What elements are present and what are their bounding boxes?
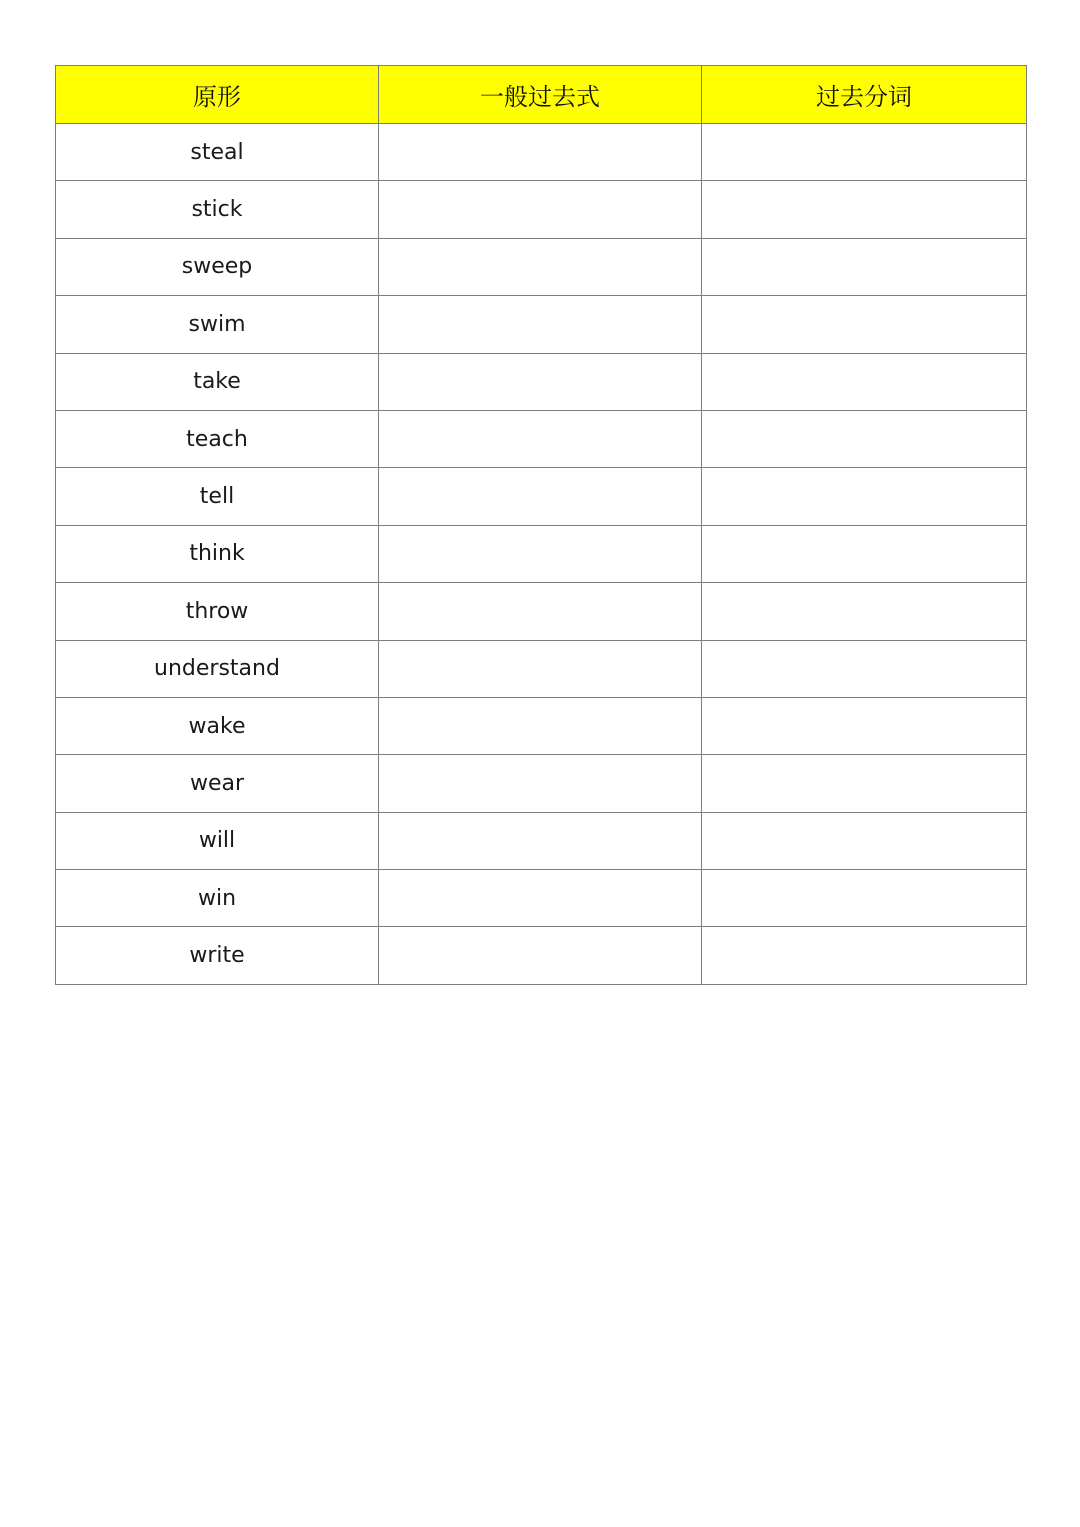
past-participle-cell <box>702 583 1027 640</box>
base-form-cell: teach <box>56 410 379 467</box>
table-row <box>56 697 1027 754</box>
table-row <box>56 468 1027 525</box>
table-row <box>56 525 1027 582</box>
base-form-cell: think <box>56 525 379 582</box>
table-row <box>56 583 1027 640</box>
base-form-cell: wear <box>56 755 379 812</box>
base-form-cell: steal <box>56 124 379 181</box>
table-row <box>56 181 1027 238</box>
past-simple-cell <box>379 640 702 697</box>
past-simple-cell <box>379 181 702 238</box>
worksheet <box>55 65 1026 985</box>
irregular-verbs-table <box>55 65 1027 985</box>
past-simple-cell <box>379 468 702 525</box>
past-participle-cell <box>702 468 1027 525</box>
base-form-cell: will <box>56 812 379 869</box>
past-participle-cell <box>702 525 1027 582</box>
base-form-cell: win <box>56 870 379 927</box>
header-past-participle: 过去分词 <box>702 66 1027 124</box>
past-participle-cell <box>702 181 1027 238</box>
base-form-cell: swim <box>56 296 379 353</box>
table-row <box>56 870 1027 927</box>
past-participle-cell <box>702 812 1027 869</box>
past-participle-cell <box>702 640 1027 697</box>
base-form-cell: take <box>56 353 379 410</box>
past-participle-cell <box>702 353 1027 410</box>
table-row <box>56 640 1027 697</box>
past-simple-cell <box>379 238 702 295</box>
base-form-cell: understand <box>56 640 379 697</box>
header-row <box>56 66 1027 124</box>
table-body <box>56 124 1027 985</box>
past-participle-cell <box>702 697 1027 754</box>
past-simple-cell <box>379 870 702 927</box>
table-row <box>56 124 1027 181</box>
past-participle-cell <box>702 410 1027 467</box>
base-form-cell: tell <box>56 468 379 525</box>
past-simple-cell <box>379 124 702 181</box>
table-row <box>56 410 1027 467</box>
table-row <box>56 755 1027 812</box>
past-participle-cell <box>702 927 1027 984</box>
header-past-simple: 一般过去式 <box>379 66 702 124</box>
past-simple-cell <box>379 296 702 353</box>
past-participle-cell <box>702 870 1027 927</box>
past-simple-cell <box>379 697 702 754</box>
past-simple-cell <box>379 410 702 467</box>
past-participle-cell <box>702 124 1027 181</box>
past-simple-cell <box>379 525 702 582</box>
base-form-cell: sweep <box>56 238 379 295</box>
base-form-cell: write <box>56 927 379 984</box>
base-form-cell: stick <box>56 181 379 238</box>
base-form-cell: throw <box>56 583 379 640</box>
header-base-form: 原形 <box>56 66 379 124</box>
past-simple-cell <box>379 583 702 640</box>
past-simple-cell <box>379 755 702 812</box>
past-simple-cell <box>379 927 702 984</box>
base-form-cell: wake <box>56 697 379 754</box>
table-row <box>56 927 1027 984</box>
table-row <box>56 238 1027 295</box>
past-participle-cell <box>702 755 1027 812</box>
past-simple-cell <box>379 353 702 410</box>
table-row <box>56 353 1027 410</box>
past-participle-cell <box>702 296 1027 353</box>
table-row <box>56 812 1027 869</box>
table-row <box>56 296 1027 353</box>
past-simple-cell <box>379 812 702 869</box>
past-participle-cell <box>702 238 1027 295</box>
